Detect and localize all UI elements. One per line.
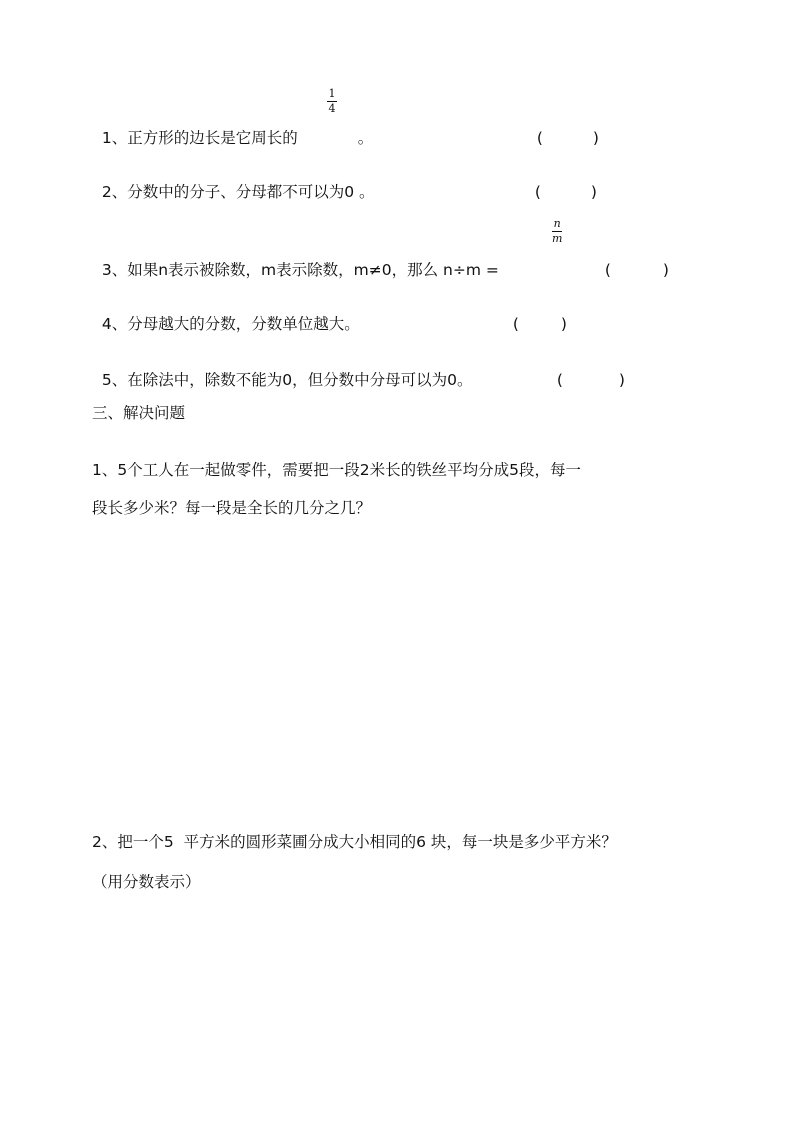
question-4-text: 4、分母越大的分数，分数单位越大。 [101,315,360,333]
fraction-denominator: 4 [328,102,336,115]
fraction-n-over-m [552,218,562,245]
fraction-numerator: n [553,217,561,230]
question-3-text: 3、如果n表示被除数，m表示除数，m≠0，那么 n÷m = [101,261,499,279]
fraction-numerator: 1 [328,87,336,100]
answer-blank-2[interactable]: ( ) [534,183,597,201]
problem-1-line-1: 1、5个工人在一起做零件，需要把一段2米长的铁丝平均分成5段，每一 [92,461,581,479]
question-1-text [92,108,298,148]
answer-blank-5[interactable]: ( ) [556,371,625,389]
problem-1-line-2: 段长多少米？每一段是全长的几分之几？ [92,499,372,517]
question-1-period: 。 [352,129,374,147]
answer-blank-3[interactable]: ( ) [604,261,669,279]
question-5-text: 5、在除法中，除数不能为0，但分数中分母可以为0。 [101,371,473,389]
section-heading-solve-problems: 三、解决问题 [92,404,186,422]
question-1-stem: 1、正方形的边长是它周长的 [101,129,298,147]
fraction-one-quarter [327,88,337,115]
problem-2-line-2: （用分数表示） [92,873,201,891]
answer-blank-1[interactable]: ( ) [536,129,599,147]
answer-blank-4[interactable]: ( ) [512,315,567,333]
problem-2-line-1: 2、把一个5 平方米的圆形菜圃分成大小相同的6 块，每一块是多少平方米？ [92,833,617,851]
question-2-text: 2、分数中的分子、分母都不可以为0 。 [101,183,375,201]
fraction-denominator: m [552,232,563,245]
